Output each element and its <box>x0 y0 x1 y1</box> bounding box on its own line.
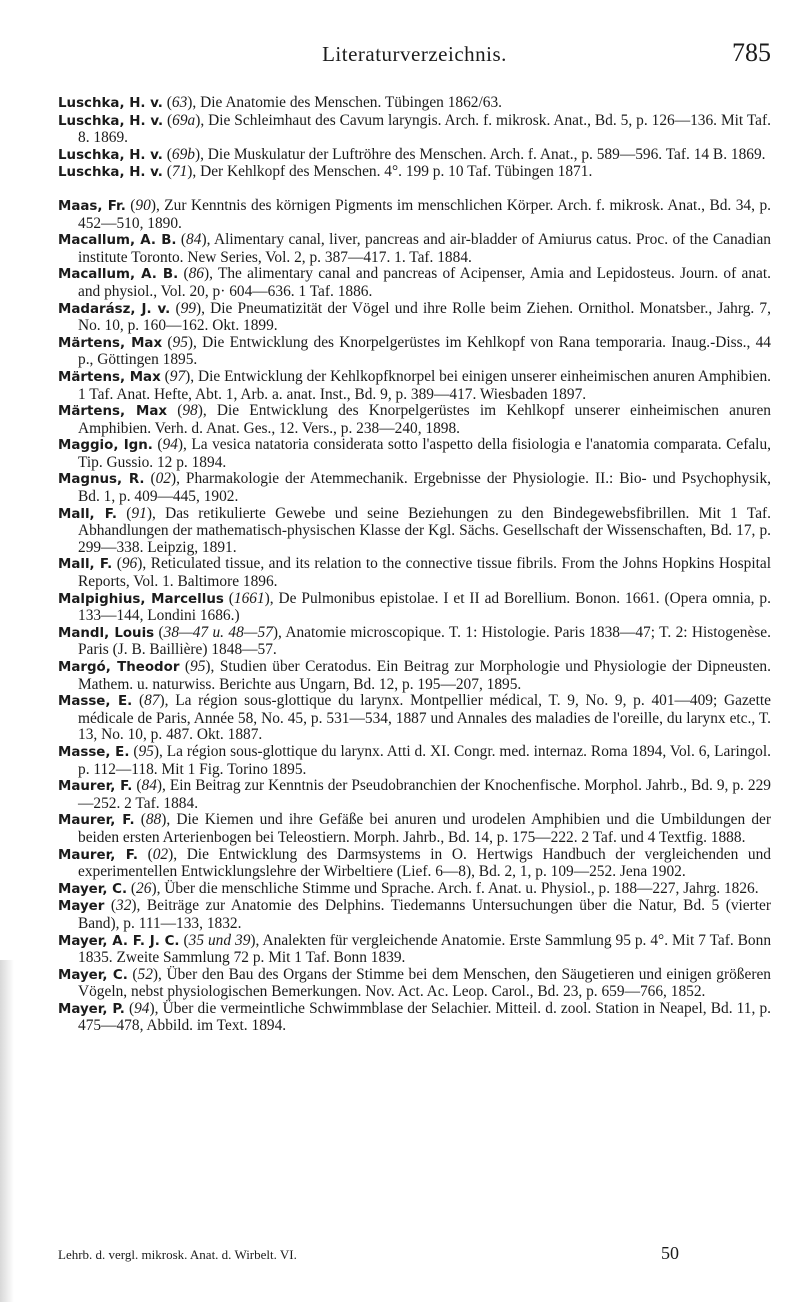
reference-number: 90 <box>135 196 151 214</box>
reference-list <box>58 95 771 1035</box>
reference-author: Maggio, Ign. <box>58 438 153 454</box>
reference-number: 94 <box>134 999 150 1017</box>
reference-author: Mayer, P. <box>58 1001 125 1017</box>
reference-text: Der Kehlkopf des Menschen. 4°. 199 p. 10 Taf. Tübingen 1871. <box>200 163 593 181</box>
reference-text: Reticulated tissue, and its relation to the connective tissue fibrils. From the Johns Hopkins Hospital Reports, Vol. 1. Baltimore 1896. <box>78 555 771 591</box>
reference-text: Über die menschliche Stimme und Sprache. Arch. f. Anat. u. Physiol., p. 188—227, Jahrg. 1826. <box>164 879 759 897</box>
reference-text: Pharmakologie der Atemmechanik. Ergebnisse der Physiologie. II.: Bio- und Psychophysik, Bd. 1, p. 409—445, 1902. <box>78 470 771 506</box>
reference-author: Luschka, H. v. <box>58 147 163 163</box>
reference-text: Anatomie microscopique. T. 1: Histologie. Paris 1838—47; T. 2: Histogenèse. Paris (J. B. Baillière) 1848—57. <box>78 623 771 659</box>
reference-number: 69b <box>171 145 195 163</box>
reference-entry: Luschka, H. v. (71), Der Kehlkopf des Menschen. 4°. 199 p. 10 Taf. Tübingen 1871. <box>58 163 593 181</box>
reference-number: 71 <box>171 163 188 181</box>
reference-entry: Mandl, Louis (38—47 u. 48—57), Anatomie microscopique. T. 1: Histologie. Paris 1838—47; T. 2: Histogenèse. Paris (J. B. Baillière) 1848—57. <box>58 623 771 659</box>
reference-text: Die Entwicklung des Darmsystems in O. Hertwigs Handbuch der vergleichenden und experimentellen Entwicklungslehre der Wirbeltiere (Lief. 6—8), Bd. 2, 1, p. 109—252. Jena 1902. <box>78 845 771 881</box>
reference-number: 94 <box>162 436 178 454</box>
reference-number: 1661 <box>233 589 265 607</box>
reference-text: De Pulmonibus epistolae. I et II ad Borellium. Bonon. 1661. (Opera omnia, p. 133—144, Londini 1686.) <box>78 589 771 625</box>
running-title: Literaturverzeichnis. <box>322 42 507 66</box>
reference-entry: Märtens, Max (98), Die Entwicklung des Knorpelgerüstes im Kehlkopf unserer einheimischen anuren Amphibien. Verh. d. Anat. Ges., 12. Vers., p. 238—240, 1898. <box>58 402 771 437</box>
reference-author: Macallum, A. B. <box>58 267 179 283</box>
reference-author: Märtens, Max <box>58 335 163 351</box>
reference-entry: Masse, E. (87), La région sous-glottique du larynx. Montpellier médical, T. 9, No. 9, p. 401—409; Gazette médicale de Paris, Année 58, No. 45, p. 531—534, 1887 und Annales des maladies de l'oreille, du larynx etc., T. 13, No. 10, p. 487. Okt. 1887. <box>58 692 771 744</box>
reference-text: La région sous-glottique du larynx. Montpellier médical, T. 9, No. 9, p. 401—409; Gazette médicale de Paris, Année 58, No. 45, p. 531—534, 1887 und Annales des maladies de l'oreille, du larynx etc., T. 13, No. 10, p. 487. Okt. 1887. <box>78 692 771 744</box>
reference-entry: Macallum, A. B. (84), Alimentary canal, liver, pancreas and air-bladder of Amiurus catus. Proc. of the Canadian institute Toronto. New Series, Vol. 2, p. 387—417. 1. Taf. 1884. <box>58 231 771 266</box>
reference-entry: Mayer, C. (52), Über den Bau des Organs der Stimme bei dem Menschen, den Säugetieren und einigen größeren Vögeln, nebst physiologischen Bemerkungen. Nov. Act. Ac. Leop. Carol., Bd. 23, p. 659—766, 1852. <box>58 965 771 1001</box>
reference-entry: Mall, F. (91), Das retikulierte Gewebe und seine Beziehungen zu den Bindegewebsfibrillen. Mit 1 Taf. Abhandlungen der mathematisch-physischen Klasse der Kgl. Sächs. Gesellschaft der Wissenschaften, Bd. 17, p. 299—338. Leipzig, 1891. <box>58 504 771 556</box>
reference-text: Studien über Ceratodus. Ein Beitrag zur Morphologie und Physiologie der Dipneusten. Mathem. u. naturwiss. Berichte aus Ungarn, Bd. 12, p. 195—207, 1895. <box>78 658 771 693</box>
reference-author: Madarász, J. v. <box>58 301 171 317</box>
reference-text: Die Pneumatizität der Vögel und ihre Rolle beim Ziehen. Ornithol. Monatsber., Jahrg. 7, No. 10, p. 160—162. Okt. 1899. <box>78 299 771 335</box>
reference-author: Maas, Fr. <box>58 198 126 214</box>
reference-entry: Luschka, H. v. (63), Die Anatomie des Menschen. Tübingen 1862/63. <box>58 94 503 111</box>
reference-entry: Luschka, H. v. (69a), Die Schleimhaut des Cavum laryngis. Arch. f. mikrosk. Anat., Bd. 5, p. 126—136. Mit Taf. 8. 1869. <box>58 111 771 147</box>
page-gutter-shadow <box>0 960 14 1302</box>
reference-author: Mayer, C. <box>58 967 128 983</box>
reference-text: Beiträge zur Anatomie des Delphins. Tiedemanns Untersuchungen über die Natur, Bd. 5 (vierter Band), p. 111—133, 1832. <box>78 897 771 932</box>
reference-entry: Mall, F. (96), Reticulated tissue, and its relation to the connective tissue fibrils. From the Johns Hopkins Hospital Reports, Vol. 1. Baltimore 1896. <box>58 555 771 591</box>
reference-entry: Maurer, F. (02), Die Entwicklung des Darmsystems in O. Hertwigs Handbuch der vergleichenden und experimentellen Entwicklungslehre der Wirbeltiere (Lief. 6—8), Bd. 2, 1, p. 109—252. Jena 1902. <box>58 845 771 881</box>
reference-entry: Maurer, F. (88), Die Kiemen und ihre Gefäße bei anuren und urodelen Amphibien und die Umbildungen der beiden ersten Arterienbogen bei Teleostiern. Morph. Jahrb., Bd. 14, p. 175—222. 2 Taf. und 4 Textfig. 1888. <box>58 811 772 846</box>
reference-author: Luschka, H. v. <box>58 165 163 181</box>
reference-number: 97 <box>169 367 186 385</box>
reference-number: 52 <box>137 965 153 983</box>
reference-entry: Mayer (32), Beiträge zur Anatomie des Delphins. Tiedemanns Untersuchungen über die Natur, Bd. 5 (vierter Band), p. 111—133, 1832. <box>58 897 771 932</box>
reference-author: Maurer, F. <box>58 813 135 829</box>
reference-entry: Luschka, H. v. (69b), Die Muskulatur der Luftröhre des Menschen. Arch. f. Anat., p. 589—596. Taf. 14 B. 1869. <box>58 145 766 163</box>
reference-entry: Maas, Fr. (90), Zur Kenntnis des körnigen Pigments im menschlichen Körper. Arch. f. mikrosk. Anat., Bd. 34, p. 452—510, 1890. <box>58 196 771 232</box>
reference-author: Luschka, H. v. <box>58 113 164 129</box>
reference-text: La vesica natatoria considerata sotto l'aspetto della fisiologia e l'anatomia comparata. Cefalu, Tip. Gussio. 12 p. 1894. <box>78 436 772 471</box>
reference-entry: Mayer, C. (26), Über die menschliche Stimme und Sprache. Arch. f. Anat. u. Physiol., p. 188—227, Jahrg. 1826. <box>58 879 759 897</box>
reference-number: 84 <box>186 231 202 249</box>
reference-entry: Masse, E. (95), La région sous-glottique du larynx. Atti d. XI. Congr. med. internaz. Roma 1894, Vol. 6, Laringol. p. 112—118. Mit 1 Fig. Torino 1895. <box>58 742 771 778</box>
reference-number: 91 <box>131 504 147 522</box>
reference-entry: Mayer, P. (94), Über die vermeintliche Schwimmblase der Selachier. Mitteil. d. zool. Station in Neapel, Bd. 11, p. 475—478, Abbild. im Text. 1894. <box>58 999 771 1035</box>
reference-author: Malpighius, Marcellus <box>58 591 224 607</box>
footer-sheet-number: 50 <box>661 1243 679 1263</box>
reference-entry: Madarász, J. v. (99), Die Pneumatizität der Vögel und ihre Rolle beim Ziehen. Ornithol. Monatsber., Jahrg. 7, No. 10, p. 160—162. Okt. 1899. <box>58 299 771 335</box>
reference-author: Mayer, C. <box>58 881 128 897</box>
reference-number: 02 <box>152 845 169 863</box>
page-header <box>58 38 771 76</box>
reference-text: Die Entwicklung des Knorpelgerüstes im Kehlkopf unserer einheimischen anuren Amphibien. Verh. d. Anat. Ges., 12. Vers., p. 238—240, 1898. <box>78 402 771 437</box>
reference-entry: Margó, Theodor (95), Studien über Ceratodus. Ein Beitrag zur Morphologie und Physiologie der Dipneusten. Mathem. u. naturwiss. Berichte aus Ungarn, Bd. 12, p. 195—207, 1895. <box>58 658 771 693</box>
reference-number: 96 <box>121 555 138 573</box>
reference-number: 95 <box>190 658 206 675</box>
reference-author: Masse, E. <box>58 744 130 760</box>
reference-text: Die Entwicklung des Knorpelgerüstes im Kehlkopf von Rana temporaria. Inaug.-Diss., 44 p., Göttingen 1895. <box>78 333 771 369</box>
reference-text: Über den Bau des Organs der Stimme bei dem Menschen, den Säugetieren und einigen größeren Vögeln, nebst physiologischen Bemerkungen. Nov. Act. Ac. Leop. Carol., Bd. 23, p. 659—766, 1852. <box>78 965 771 1001</box>
reference-author: Märtens, Max <box>58 404 168 420</box>
reference-number: 88 <box>145 811 162 829</box>
reference-author: Maurer, F. <box>58 847 138 863</box>
reference-number: 02 <box>155 470 171 488</box>
reference-author: Margó, Theodor <box>58 660 180 675</box>
reference-author: Mandl, Louis <box>58 625 155 641</box>
reference-text: Das retikulierte Gewebe und seine Beziehungen zu den Bindegewebsfibrillen. Mit 1 Taf. Abhandlungen der mathematisch-physischen Klasse der Kgl. Sächs. Gesellschaft der Wissenschaften, Bd. 17, p. 299—338. Leipzig, 1891. <box>78 504 771 556</box>
reference-author: Maurer, F. <box>58 779 133 795</box>
reference-author: Magnus, R. <box>58 472 145 488</box>
reference-text: Die Muskulatur der Luftröhre des Menschen. Arch. f. Anat., p. 589—596. Taf. 14 B. 1869. <box>207 145 766 163</box>
page-footer <box>58 1245 771 1265</box>
reference-author: Luschka, H. v. <box>58 96 163 111</box>
reference-text: The alimentary canal and pancreas of Acipenser, Amia and Lepidosteus. Journ. of anat. and physiol., Vol. 20, p· 604—636. 1 Taf. 1886. <box>78 265 771 300</box>
reference-number: 26 <box>136 879 152 897</box>
reference-entry: Malpighius, Marcellus (1661), De Pulmonibus epistolae. I et II ad Borellium. Bonon. 1661. (Opera omnia, p. 133—144, Londini 1686.) <box>58 589 771 625</box>
reference-entry: Macallum, A. B. (86), The alimentary canal and pancreas of Acipenser, Amia and Lepidosteus. Journ. of anat. and physiol., Vol. 20, p· 604—636. 1 Taf. 1886. <box>58 265 771 300</box>
reference-author: Mayer, A. F. J. C. <box>58 933 180 949</box>
reference-entry: Maggio, Ign. (94), La vesica natatoria considerata sotto l'aspetto della fisiologia e l'anatomia comparata. Cefalu, Tip. Gussio. 12 p. 1894. <box>58 436 772 471</box>
reference-author: Märtens, Max <box>58 369 161 385</box>
reference-author: Mayer <box>58 899 105 915</box>
reference-number: 38—47 u. 48—57 <box>163 623 273 641</box>
reference-number: 86 <box>188 265 204 283</box>
reference-number: 35 und 39 <box>188 931 251 949</box>
reference-text: La région sous-glottique du larynx. Atti d. XI. Congr. med. internaz. Roma 1894, Vol. 6, Laringol. p. 112—118. Mit 1 Fig. Torino 1895. <box>78 742 771 778</box>
reference-text: Ein Beitrag zur Kenntnis der Pseudobranchien der Knochenfische. Morphol. Jahrb., Bd. 9, p. 229—252. 2 Taf. 1884. <box>78 777 771 812</box>
reference-number: 84 <box>141 777 157 795</box>
reference-author: Macallum, A. B. <box>58 233 177 249</box>
reference-text: Über die vermeintliche Schwimmblase der Selachier. Mitteil. d. zool. Station in Neapel, Bd. 11, p. 475—478, Abbild. im Text. 1894. <box>78 999 771 1035</box>
reference-text: Alimentary canal, liver, pancreas and air-bladder of Amiurus catus. Proc. of the Canadian institute Toronto. New Series, Vol. 2, p. 387—417. 1. Taf. 1884. <box>78 231 771 266</box>
reference-entry: Magnus, R. (02), Pharmakologie der Atemmechanik. Ergebnisse der Physiologie. II.: Bio- und Psychophysik, Bd. 1, p. 409—445, 1902. <box>58 470 771 506</box>
reference-entry: Märtens, Max (97), Die Entwicklung der Kehlkopfknorpel bei einigen unserer einheimischen anuren Amphibien. 1 Taf. Anat. Hefte, Abt. 1, Arb. a. anat. Inst., Bd. 9, p. 389—417. Wiesbaden 1897. <box>58 367 771 403</box>
reference-author: Mall, F. <box>58 506 117 522</box>
reference-entry: Maurer, F. (84), Ein Beitrag zur Kenntnis der Pseudobranchien der Knochenfische. Morphol. Jahrb., Bd. 9, p. 229—252. 2 Taf. 1884. <box>58 777 771 812</box>
reference-entry: Märtens, Max (95), Die Entwicklung des Knorpelgerüstes im Kehlkopf von Rana temporaria. Inaug.-Diss., 44 p., Göttingen 1895. <box>58 333 771 369</box>
reference-text: Die Anatomie des Menschen. Tübingen 1862/63. <box>200 94 503 111</box>
reference-text: Die Entwicklung der Kehlkopfknorpel bei einigen unserer einheimischen anuren Amphibien. 1 Taf. Anat. Hefte, Abt. 1, Arb. a. anat. Inst., Bd. 9, p. 389—417. Wiesbaden 1897. <box>78 367 771 403</box>
reference-number: 32 <box>116 897 132 915</box>
reference-text: Die Schleimhaut des Cavum laryngis. Arch. f. mikrosk. Anat., Bd. 5, p. 126—136. Mit Taf. 8. 1869. <box>78 111 771 147</box>
page-number: 785 <box>732 38 771 67</box>
reference-number: 69a <box>172 111 196 129</box>
reference-number: 95 <box>172 333 188 351</box>
reference-number: 87 <box>144 692 160 710</box>
reference-entry: Mayer, A. F. J. C. (35 und 39), Analekten für vergleichende Anatomie. Erste Sammlung 95 p. 4°. Mit 7 Taf. Bonn 1835. Zweite Sammlung 72 p. Mit 1 Taf. Bonn 1839. <box>58 931 772 967</box>
reference-number: 98 <box>182 402 198 420</box>
reference-author: Mall, F. <box>58 557 113 573</box>
reference-number: 99 <box>180 299 196 317</box>
reference-number: 63 <box>171 94 188 111</box>
reference-text: Zur Kenntnis des körnigen Pigments im menschlichen Körper. Arch. f. mikrosk. Anat., Bd. 34, p. 452—510, 1890. <box>78 196 771 232</box>
reference-text: Die Kiemen und ihre Gefäße bei anuren und urodelen Amphibien und die Umbildungen der beiden ersten Arterienbogen bei Teleostiern. Morph. Jahrb., Bd. 14, p. 175—222. 2 Taf. und 4 Textfig. 1888. <box>78 811 772 846</box>
footer-signature: Lehrb. d. vergl. mikrosk. Anat. d. Wirbelt. VI. <box>58 1247 297 1262</box>
reference-text: Analekten für vergleichende Anatomie. Erste Sammlung 95 p. 4°. Mit 7 Taf. Bonn 1835. Zweite Sammlung 72 p. Mit 1 Taf. Bonn 1839. <box>78 931 772 967</box>
reference-number: 95 <box>138 742 154 760</box>
reference-author: Masse, E. <box>58 694 133 710</box>
